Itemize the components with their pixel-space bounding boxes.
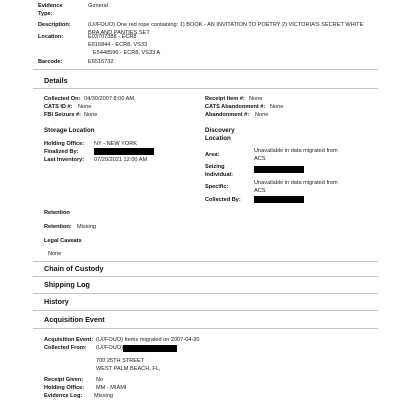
address-line-2: WEST PALM BEACH, FL, <box>96 366 161 372</box>
description-value: (U//FOUO) One red rope containing: 1) BOOK - AN INVITATION TO POETRY 2) VICTORIA'S SECRET WHITE BRA AND PANTIES SET <box>88 22 364 36</box>
cats-abandonment-label: CATS Abandonment #: <box>205 104 266 110</box>
receipt-given-value: No <box>96 377 104 383</box>
collected-on-value: 04/30/2007 8:00 AM <box>84 96 135 102</box>
collected-from-value: (U//FOUO) <box>96 345 124 351</box>
divider <box>33 328 378 329</box>
shipping-log-section[interactable]: Shipping Log <box>44 280 90 289</box>
specific-value: Unavailable in data migrated from ACS <box>254 180 338 194</box>
seizing-individual-label: Seizing Individual: <box>205 164 233 178</box>
finalized-by-label: Finalized By: <box>44 149 79 155</box>
holding-office-value: NY - NEW YORK <box>94 141 137 147</box>
discovery-location-heading: Discovery Location <box>205 127 235 142</box>
storage-location-heading: Storage Location <box>44 127 95 134</box>
chain-of-custody-section[interactable]: Chain of Custody <box>44 264 104 273</box>
location-value-3: E5448596 - ECR8, VS33 A <box>93 50 161 56</box>
address-line-1: 700 25TH STREET <box>96 358 145 364</box>
acquisition-event-value: (U//FOUO) Items migrated on 2007-04-30 <box>96 337 200 343</box>
collected-from-label: Collected From: <box>44 345 87 351</box>
cats-abandonment-value: None <box>270 104 284 110</box>
retention-value: Missing <box>77 224 96 230</box>
divider <box>33 310 378 311</box>
holding-office-label: Holding Office: <box>44 141 85 147</box>
area-label: Area: <box>205 152 220 158</box>
retention-label: Retention: <box>44 224 72 230</box>
area-value: Unavailable in data migrated from ACS <box>254 148 338 162</box>
abandonment-label: Abandonment #: <box>205 112 250 118</box>
last-inventory-value: 07/20/2021 12:00 AM <box>94 157 148 163</box>
barcode-label: Barcode: <box>38 59 63 65</box>
redaction-bar <box>254 166 304 173</box>
details-heading: Details <box>44 76 68 85</box>
divider <box>33 261 378 262</box>
collected-on-label: Collected On: <box>44 96 81 102</box>
acq-holding-office-label: Holding Office: <box>44 385 85 391</box>
acquisition-event-section[interactable]: Acquisition Event <box>44 315 105 324</box>
divider <box>33 276 378 277</box>
divider <box>33 69 378 70</box>
evidence-type-value: General <box>88 3 108 9</box>
location-label: Location: <box>38 34 64 40</box>
barcode-value: E6516732 <box>88 59 114 65</box>
retention-heading: Retention <box>44 210 70 216</box>
last-inventory-label: Last Inventory: <box>44 157 85 163</box>
evidence-log-value: Missing <box>94 393 113 399</box>
location-value-2: E616844 - ECR8, VS33 <box>88 42 148 48</box>
legal-caveats-heading: Legal Caveats <box>44 238 82 244</box>
acq-holding-office-value: MM - MIAMI <box>96 385 127 391</box>
redaction-bar <box>94 148 154 155</box>
fbi-seizure-label: FBI Seizure #: <box>44 112 81 118</box>
receipt-given-label: Receipt Given: <box>44 377 84 383</box>
cats-id-label: CATS ID #: <box>44 104 73 110</box>
description-label: Description: <box>38 22 71 28</box>
redaction-bar <box>254 196 304 203</box>
abandonment-value: None <box>255 112 269 118</box>
history-section[interactable]: History <box>44 297 69 306</box>
divider <box>33 88 378 89</box>
evidence-log-label: Evidence Log: <box>44 393 83 399</box>
evidence-type-label: Evidence Type: <box>38 3 63 17</box>
location-value-1: E03707388 - ECR8 <box>88 34 137 40</box>
specific-label: Specific: <box>205 184 229 190</box>
fbi-seizure-value: None <box>84 112 98 118</box>
redaction-bar <box>123 345 177 352</box>
collected-by-label: Collected By: <box>205 197 241 203</box>
divider <box>33 293 378 294</box>
cats-id-value: None <box>78 104 92 110</box>
acquisition-event-label: Acquisition Event: <box>44 337 94 343</box>
receipt-item-label: Receipt Item #: <box>205 96 245 102</box>
legal-caveats-value: None <box>48 251 62 257</box>
receipt-item-value: None <box>249 96 263 102</box>
